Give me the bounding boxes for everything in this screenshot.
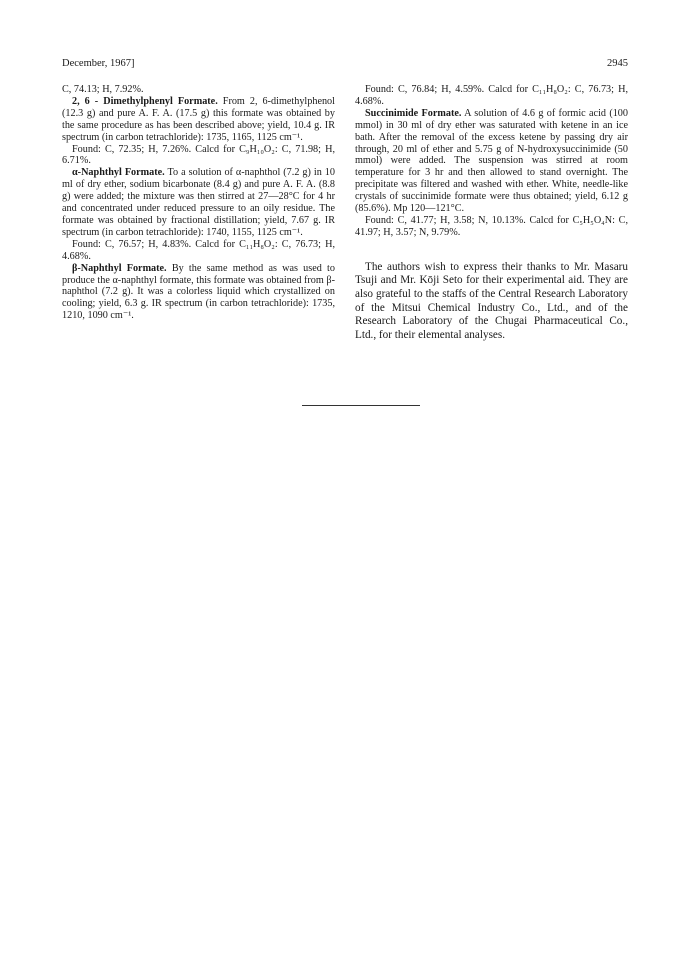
paragraph-body: From 2, 6-dimethylphenol (12.3 g) and pure A. F. A. (17.5 g) this formate was obtained by the same procedure as has been described above; yield, 10.4 g. IR spectrum (in carbon tetrachloride): 1735, 1165, 1125 cm⁻¹. (62, 95, 335, 143)
paragraph-body: By the same method as was used to produce the α-naphthyl formate, this formate was obtained from β-naphthol (7.2 g). It was a colorless liquid which crystallized on cooling; yield, 6.3 g. IR spectrum (in carbon tetrachloride): 1735, 1210, 1090 cm⁻¹. (62, 262, 335, 322)
right-column (355, 84, 628, 342)
paragraph: C, 74.13; H, 7.92%. (62, 84, 144, 95)
left-column (62, 84, 335, 322)
paragraph (355, 108, 628, 215)
paragraph: Found: C, 72.35; H, 7.26%. Calcd for C₉H₁₀O₂: C, 71.98; H, 6.71%. (62, 143, 335, 167)
section-heading: 2, 6 - Dimethylphenyl Formate. (72, 95, 218, 107)
section-heading: α-Naphthyl Formate. (72, 167, 165, 179)
section-heading: Succinimide Formate. (365, 107, 462, 119)
paragraph: Found: C, 76.57; H, 4.83%. Calcd for C₁₁H₈O₂: C, 76.73; H, 4.68%. (62, 238, 335, 262)
acknowledgement: The authors wish to express their thanks to Mr. Masaru Tsuji and Mr. Kōji Seto for their experimental aid. They are also grateful to the staffs of the Central Research Laboratory of the Mitsui Chemical Industry Co., Ltd., and of the Research Laboratory of the Chugai Pharmaceutical Co., Ltd., for their elemental analyses. (355, 260, 628, 341)
paragraph-body: To a solution of α-naphthol (7.2 g) in 10 ml of dry ether, sodium bicarbonate (8.4 g) and pure A. F. A. (8.8 g) were added; the mixture was then stirred at 27—28°C for 4 hr and concentrated under reduced pressure to an oily residue. The formate was obtained by fractional distillation; yield, 7.67 g. IR spectrum (in carbon tetrachloride): 1740, 1155, 1125 cm⁻¹. (62, 167, 335, 238)
paragraph: Found: C, 76.84; H, 4.59%. Calcd for C₁₁H₈O₂: C, 76.73; H, 4.68%. (355, 84, 628, 107)
paragraph: Found: C, 41.77; H, 3.58; N, 10.13%. Calcd for C₅H₅O₄N: C, 41.97; H, 3.57; N, 9.79%. (355, 214, 628, 238)
page-header (62, 58, 628, 69)
section-heading: β-Naphthyl Formate. (72, 262, 167, 274)
page-number: 2945 (607, 58, 628, 69)
paragraph (62, 167, 335, 238)
header-date: December, 1967] (62, 58, 135, 69)
paragraph (62, 96, 335, 144)
paragraph (62, 263, 335, 323)
end-rule (302, 405, 420, 406)
paragraph-body: A solution of 4.6 g of formic acid (100 mmol) in 30 ml of dry ether was saturated with ketene in an ice bath. After the removal of the excess ketene by passing dry air through, 20 ml of ether and 5.75 g of N-hydroxysuccinimide (50 mmol) were added. The suspension was stirred at room temperature for 3 hr and then allowed to stand overnight. The precipitate was filtered and washed with ether. White, needle-like crystals of succinimide formate were thus obtained; yield, 6.12 g (85.6%). Mp 120—121°C. (355, 107, 628, 215)
